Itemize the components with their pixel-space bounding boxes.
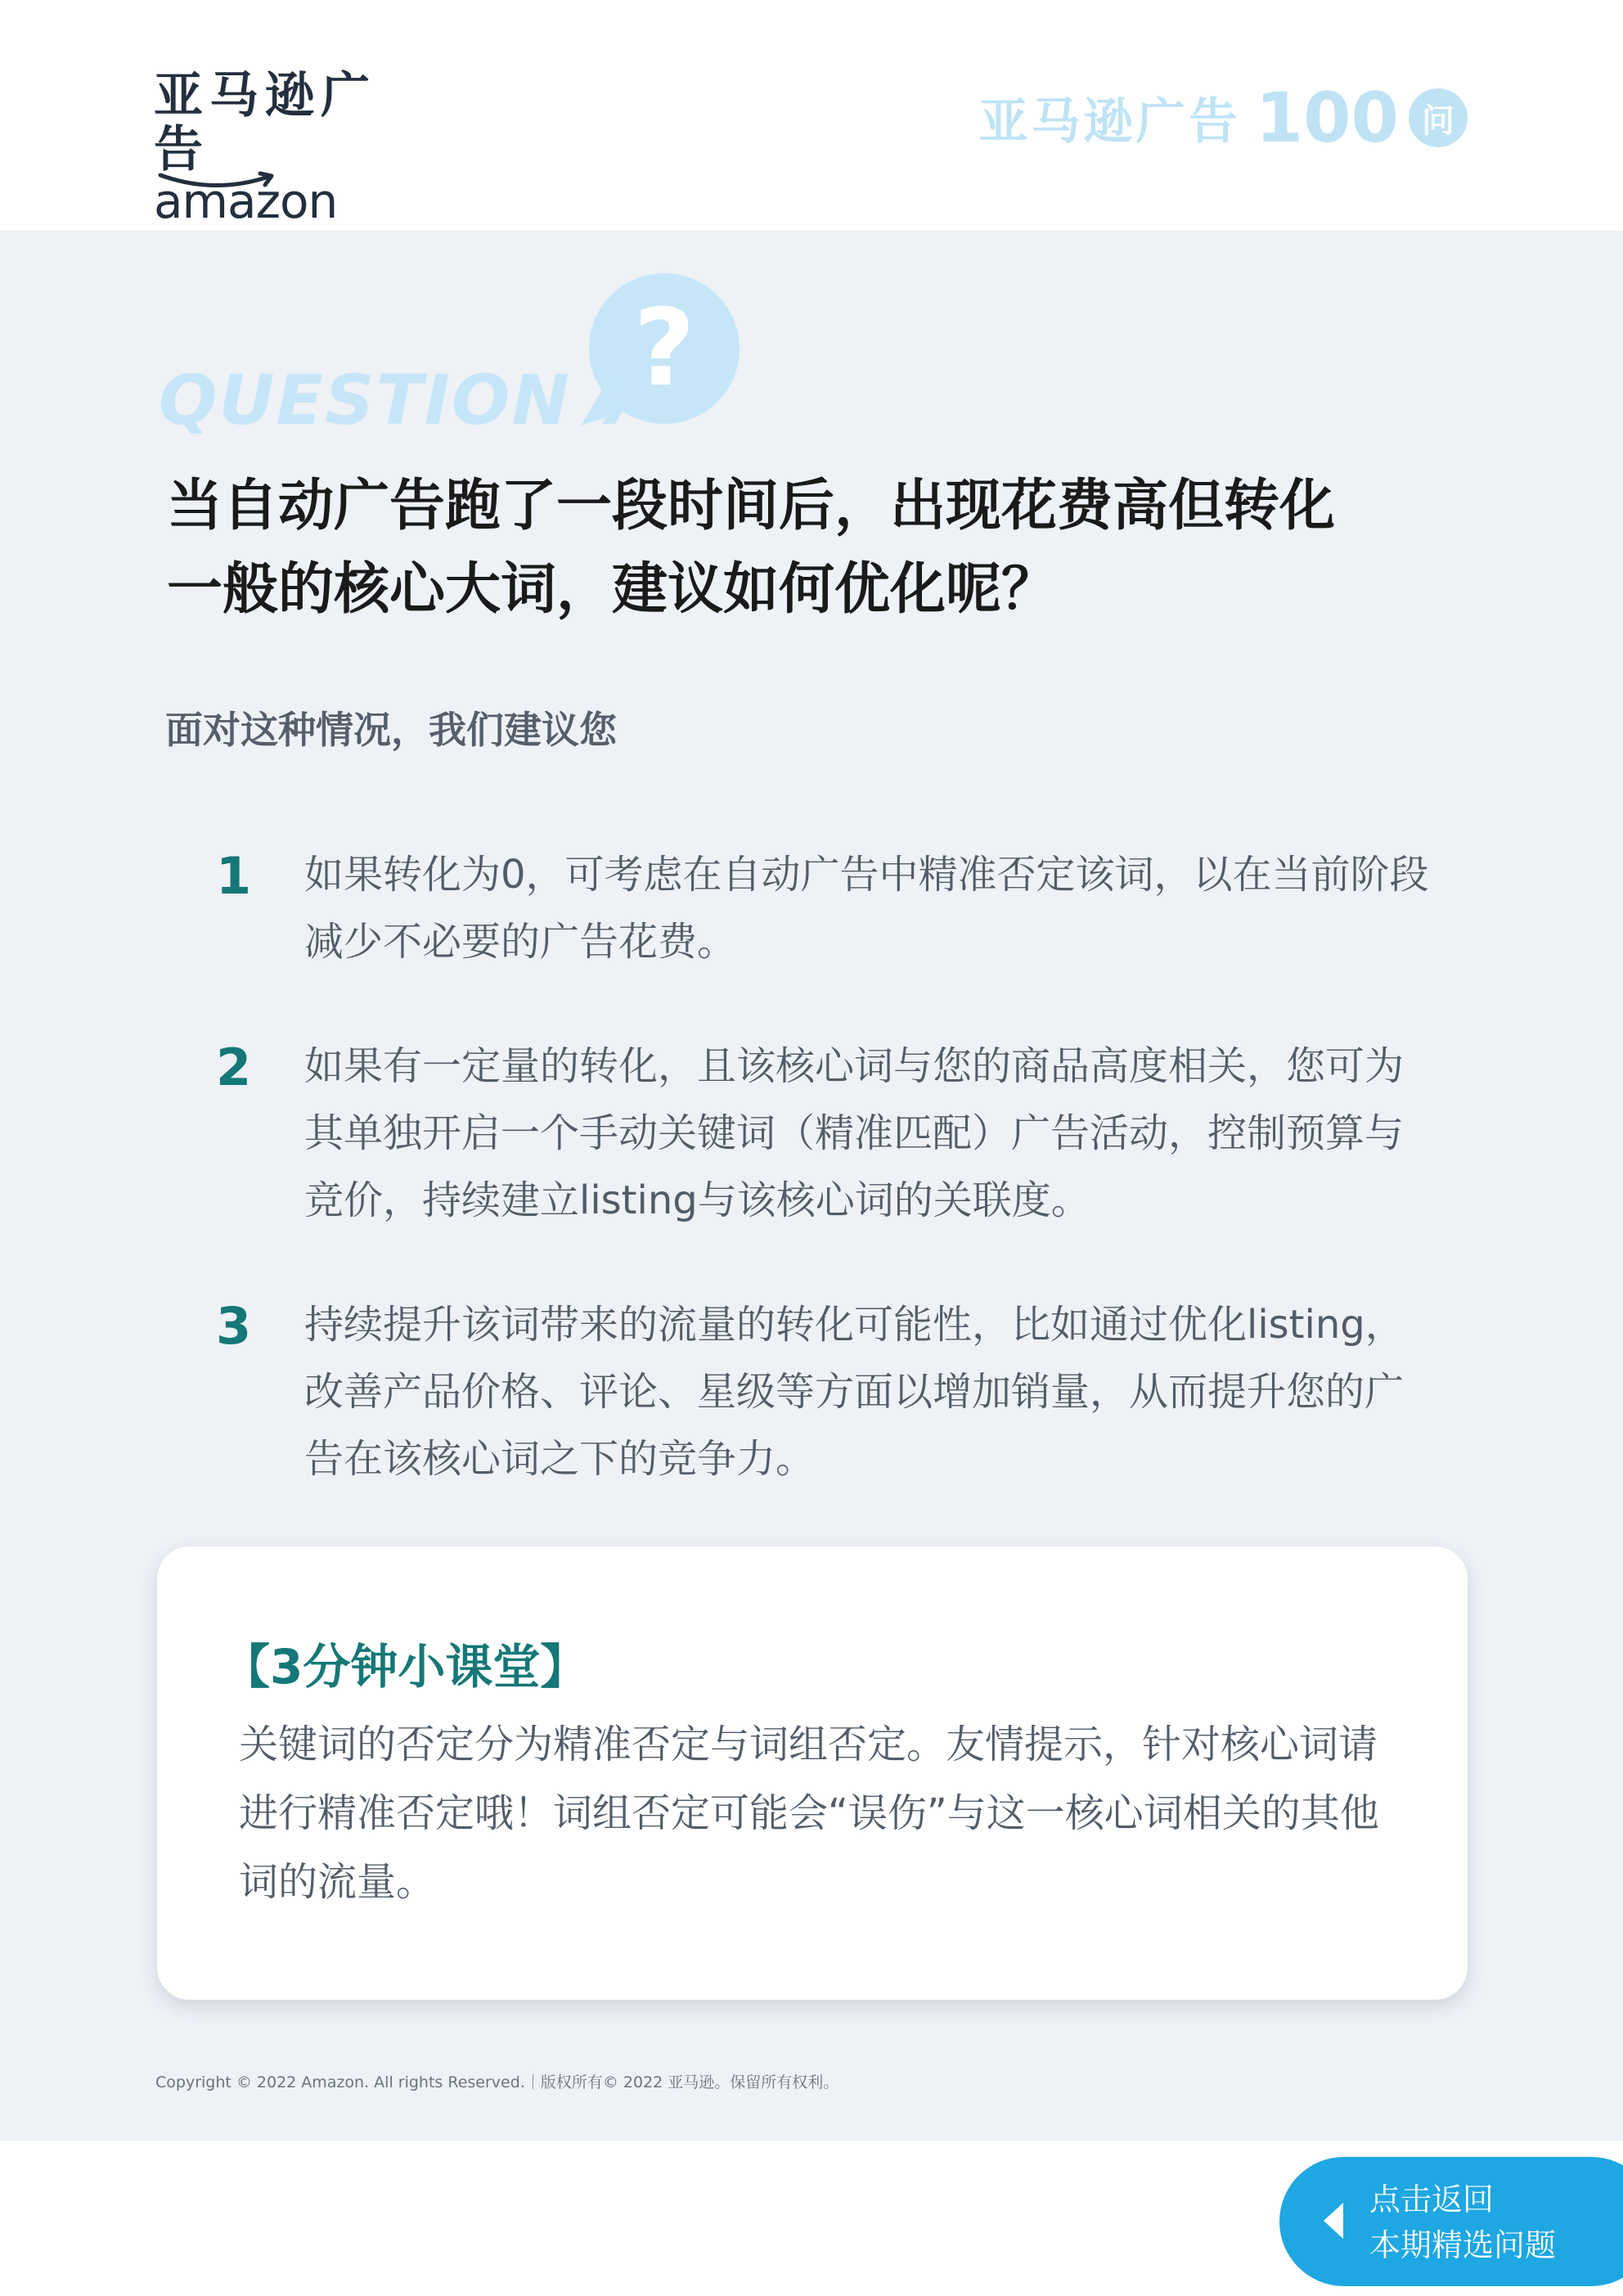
question-title-line-2: 一般的核心大词，建议如何优化呢？ — [167, 557, 1058, 622]
question-bubble-icon: 问 — [1409, 88, 1468, 147]
logo-english-text: amazon — [154, 173, 338, 229]
tip-title: 【3分钟小课堂】 — [223, 1639, 588, 1695]
list-item-text: 如果有一定量的转化，且该核心词与您的商品高度相关，您可为其单独开启一个手动关键词（精准匹配）广告活动，控制预算与竞价，持续建立listing与该核心词的关联度。 — [304, 1043, 1405, 1223]
series-number: 100 — [1255, 78, 1399, 158]
list-item-number: 1 — [216, 846, 252, 906]
question-number-label: QUESTION 7 — [159, 360, 646, 440]
list-item-number: 3 — [216, 1296, 252, 1356]
question-title-line-1: 当自动广告跑了一段时间后，出现花费高但转化 — [167, 474, 1336, 538]
amazon-smile-icon — [157, 170, 280, 191]
list-item-number: 2 — [216, 1038, 252, 1097]
amazon-ads-logo — [154, 67, 416, 229]
tip-card — [157, 1546, 1468, 2000]
copyright-notice: Copyright © 2022 Amazon. All rights Reserved.｜版权所有© 2022 亚马逊。保留所有权利。 — [155, 2073, 839, 2091]
answer-intro: 面对这种情况，我们建议您 — [165, 708, 617, 752]
back-button-line-2: 本期精选问题 — [1369, 2227, 1557, 2263]
page-header — [0, 0, 1623, 231]
series-title — [978, 78, 1468, 158]
question-title — [167, 465, 1394, 632]
list-item-text: 持续提升该词带来的流量的转化可能性，比如通过优化listing，改善产品价格、评论、星级等方面以增加销量，从而提升您的广告在该核心词之下的竞争力。 — [304, 1302, 1405, 1482]
tip-text: 关键词的否定分为精准否定与词组否定。友情提示，针对核心词请进行精准否定哦！词组否定可能会“误伤”与这一核心词相关的其他词的流量。 — [239, 1722, 1379, 1905]
svg-text:?: ? — [633, 286, 695, 410]
logo-chinese-text: 亚马逊广告 — [154, 67, 376, 178]
back-button-line-1: 点击返回 — [1369, 2181, 1495, 2217]
back-to-questions-button[interactable] — [1279, 2157, 1623, 2286]
list-item-text: 如果转化为0，可考虑在自动广告中精准否定该词，以在当前阶段减少不必要的广告花费。 — [304, 852, 1429, 965]
back-button-label — [1369, 2177, 1556, 2268]
back-arrow-icon — [1322, 2201, 1345, 2240]
series-title-text: 亚马逊广告 — [978, 93, 1241, 151]
